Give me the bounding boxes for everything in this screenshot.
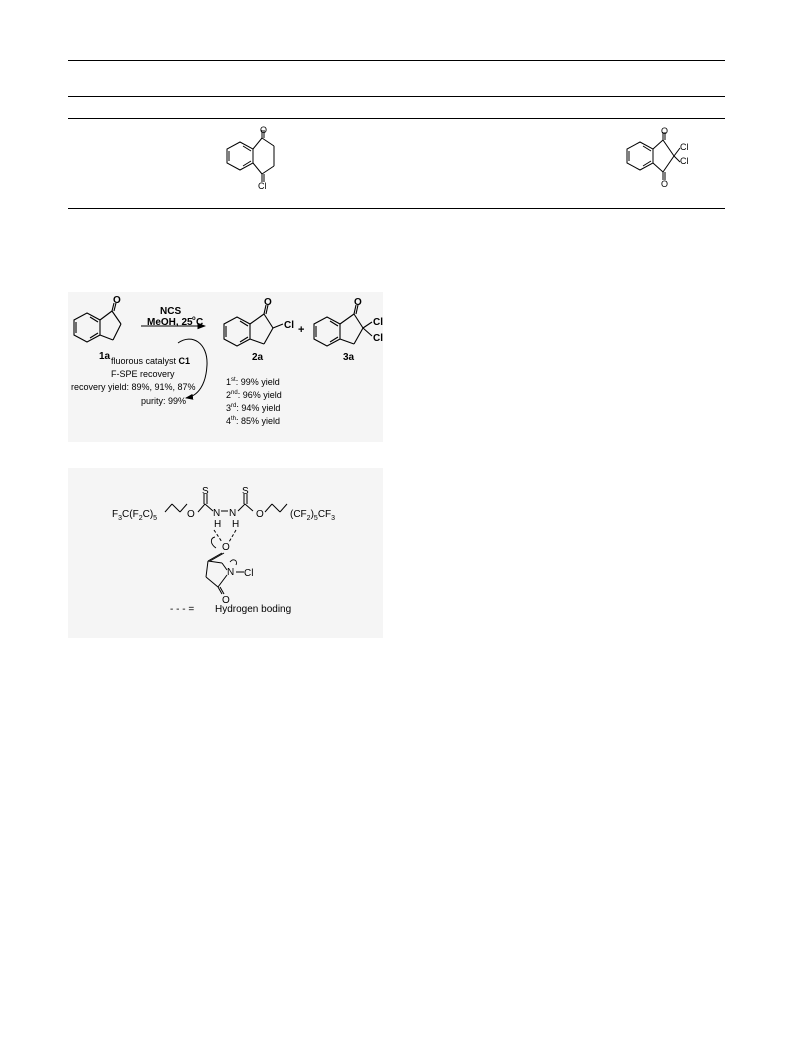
cl1-atom-3a: Cl (373, 317, 383, 328)
purity-label: purity: 99% (141, 396, 187, 406)
catalyst-backbone (165, 494, 287, 512)
o-atom-right: O (256, 509, 264, 520)
n-atom-right: N (229, 508, 237, 519)
degree-label: o (192, 316, 196, 322)
atom-cl2-label: Cl (680, 156, 689, 166)
atom-o-label: O (260, 125, 268, 135)
ncs-o-bottom: O (222, 595, 230, 606)
conditions-label: MeOH, 25 (147, 317, 193, 328)
ncs-cl: Cl (244, 568, 254, 579)
o-atom-2a: O (264, 297, 272, 308)
table-molecule-dichloroindanedione (627, 132, 680, 180)
atom-o-bottom-label: O (661, 179, 669, 189)
legend-text: Hydrogen boding (215, 604, 292, 615)
electron-arrow-left (211, 537, 216, 548)
atom-cl1-label: Cl (680, 142, 689, 152)
molecule-2a (224, 305, 283, 346)
run-yield-1: 1st: 99% yield (226, 377, 280, 387)
label-2a: 2a (252, 352, 264, 363)
h-atom-right: H (232, 519, 240, 530)
run-yield-3: 3rd: 94% yield (226, 403, 281, 413)
hydrogen-bonds (214, 530, 236, 542)
run-yields (226, 377, 282, 426)
cl2-atom-3a: Cl (373, 333, 383, 344)
fspe-label: F-SPE recovery (111, 369, 175, 379)
o-atom-3a: O (354, 297, 362, 308)
legend-symbol: - - - = (170, 604, 195, 615)
left-fluorous-chain: $F_3C(F_2C)_5$ (112, 509, 158, 522)
h-atom-left: H (214, 519, 222, 530)
recovery-yield-label: recovery yield: 89%, 91%, 87% (71, 382, 196, 392)
s-atom-left: S (202, 486, 209, 497)
molecule-ncs (206, 553, 244, 594)
cl-atom-2a: Cl (284, 320, 294, 331)
label-1a: 1a (99, 351, 111, 362)
molecule-1a (74, 303, 121, 342)
o-atom-left: O (187, 509, 195, 520)
electron-arrow-right (230, 560, 236, 565)
celsius-label: C (196, 317, 204, 328)
atom-o-top-label: O (661, 126, 669, 136)
s-atom-right: S (242, 486, 249, 497)
n-atom-left: N (213, 508, 221, 519)
label-3a: 3a (343, 352, 355, 363)
right-fluorous-chain: $(CF_2)_5CF_3$ (290, 509, 336, 522)
plus-sign: + (298, 324, 305, 336)
run-yield-4: 4th: 85% yield (226, 416, 281, 426)
molecule-3a (314, 305, 372, 346)
table-molecule-chloroindanone (227, 130, 274, 182)
reagent-label: NCS (160, 306, 182, 317)
ncs-n: N (227, 567, 235, 578)
ncs-o-top: O (222, 542, 230, 553)
run-yield-2: 2nd: 96% yield (226, 390, 282, 400)
o-atom-1a: O (113, 295, 121, 306)
atom-cl-label: Cl (258, 181, 267, 191)
catalyst-label: fluorous catalyst C1 (111, 356, 191, 366)
